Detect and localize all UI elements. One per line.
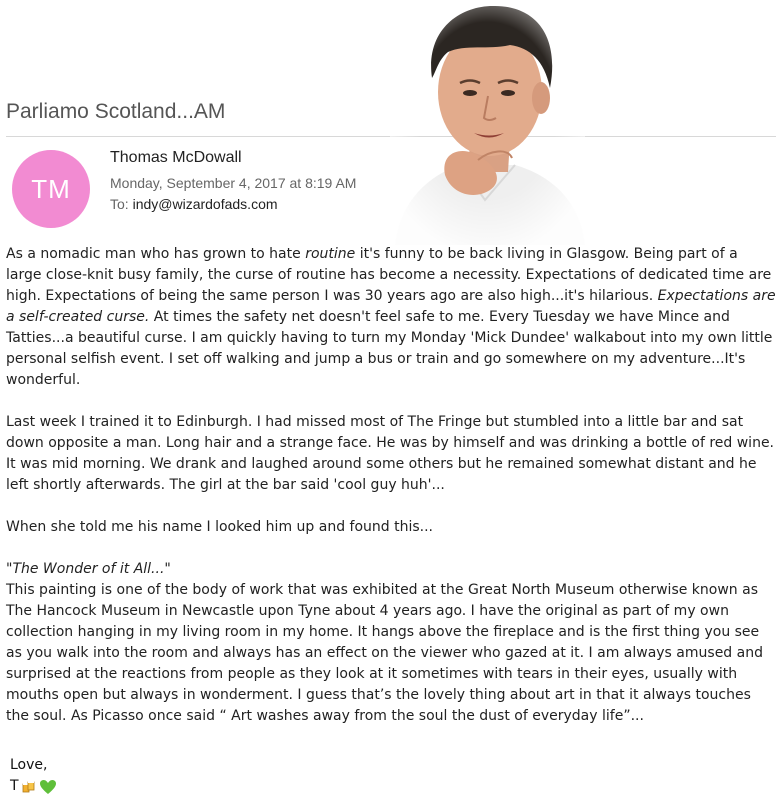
- email-body: [6, 244, 776, 727]
- recipient-line: [110, 196, 278, 212]
- recipient-address[interactable]: indy@wizardofads.com: [132, 196, 278, 212]
- avatar-initials: TM: [31, 173, 71, 204]
- painting-title: "The Wonder of it All...": [6, 561, 171, 577]
- email-subject: Parliamo Scotland...AM: [6, 100, 226, 123]
- sender-photo: [390, 0, 585, 245]
- body-paragraph-4: This painting is one of the body of work that was exhibited at the Great North Museum otherwise known as The Hancock Museum in Newcastle upon Tyne about 4 years ago. I have the original as part of my own collection hanging in my living room in my home. It hangs above the fireplace and is the first thing you see as you walk into the room and always has an effect on the viewer who gazed at it. I am always amused and surprised at the reactions from people as they look at it sometimes with tears in their eyes, usually with mouths open but always in wonderment. I guess that’s the lovely thing about art in that it always touches the soul. As Picasso once said “ Art washes away from the soul the dust of everyday life”...: [6, 582, 763, 724]
- beer-mugs-icon: [22, 780, 36, 794]
- body-paragraph-2: Last week I trained it to Edinburgh. I had missed most of The Fringe but stumbled into a little bar and sat down opposite a man. Long hair and a strange face. He was by himself and was drinking a bottle of red wine. It was mid morning. We drank and laughed around some others but he remained somewhat distant and he left shortly afterwards. The girl at the bar said 'cool guy huh'...: [6, 414, 775, 493]
- green-heart-icon: [39, 779, 57, 795]
- sender-name[interactable]: Thomas McDowall: [110, 149, 242, 166]
- signature: [10, 776, 57, 797]
- signature-initial: T: [10, 778, 19, 794]
- sender-avatar: [12, 150, 90, 228]
- sent-date: Monday, September 4, 2017 at 8:19 AM: [110, 175, 357, 191]
- body-paragraph-3: When she told me his name I looked him up and found this...: [6, 519, 434, 535]
- body-paragraph-1: As a nomadic man who has grown to hate routine it's funny to be back living in Glasgow. Being part of a large close-knit busy family, the curse of routine has become a necessity. Expectations of dedicated time are high. Expectations of being the same person I was 30 years ago are also high...it's hilarious. Expectations are a self-created curse. At times the safety net doesn't feel safe to me. Every Tuesday we have Mince and Tatties...a beautiful curse. I am quickly having to turn my Monday 'Mick Dundee' walkabout into my own little personal selfish event. I set off walking and jump a bus or train and go somewhere on my adventure...It's wonderful.: [6, 246, 776, 388]
- signoff-text: Love,: [10, 757, 48, 773]
- to-label: To:: [110, 196, 129, 212]
- signature-block: [10, 755, 57, 797]
